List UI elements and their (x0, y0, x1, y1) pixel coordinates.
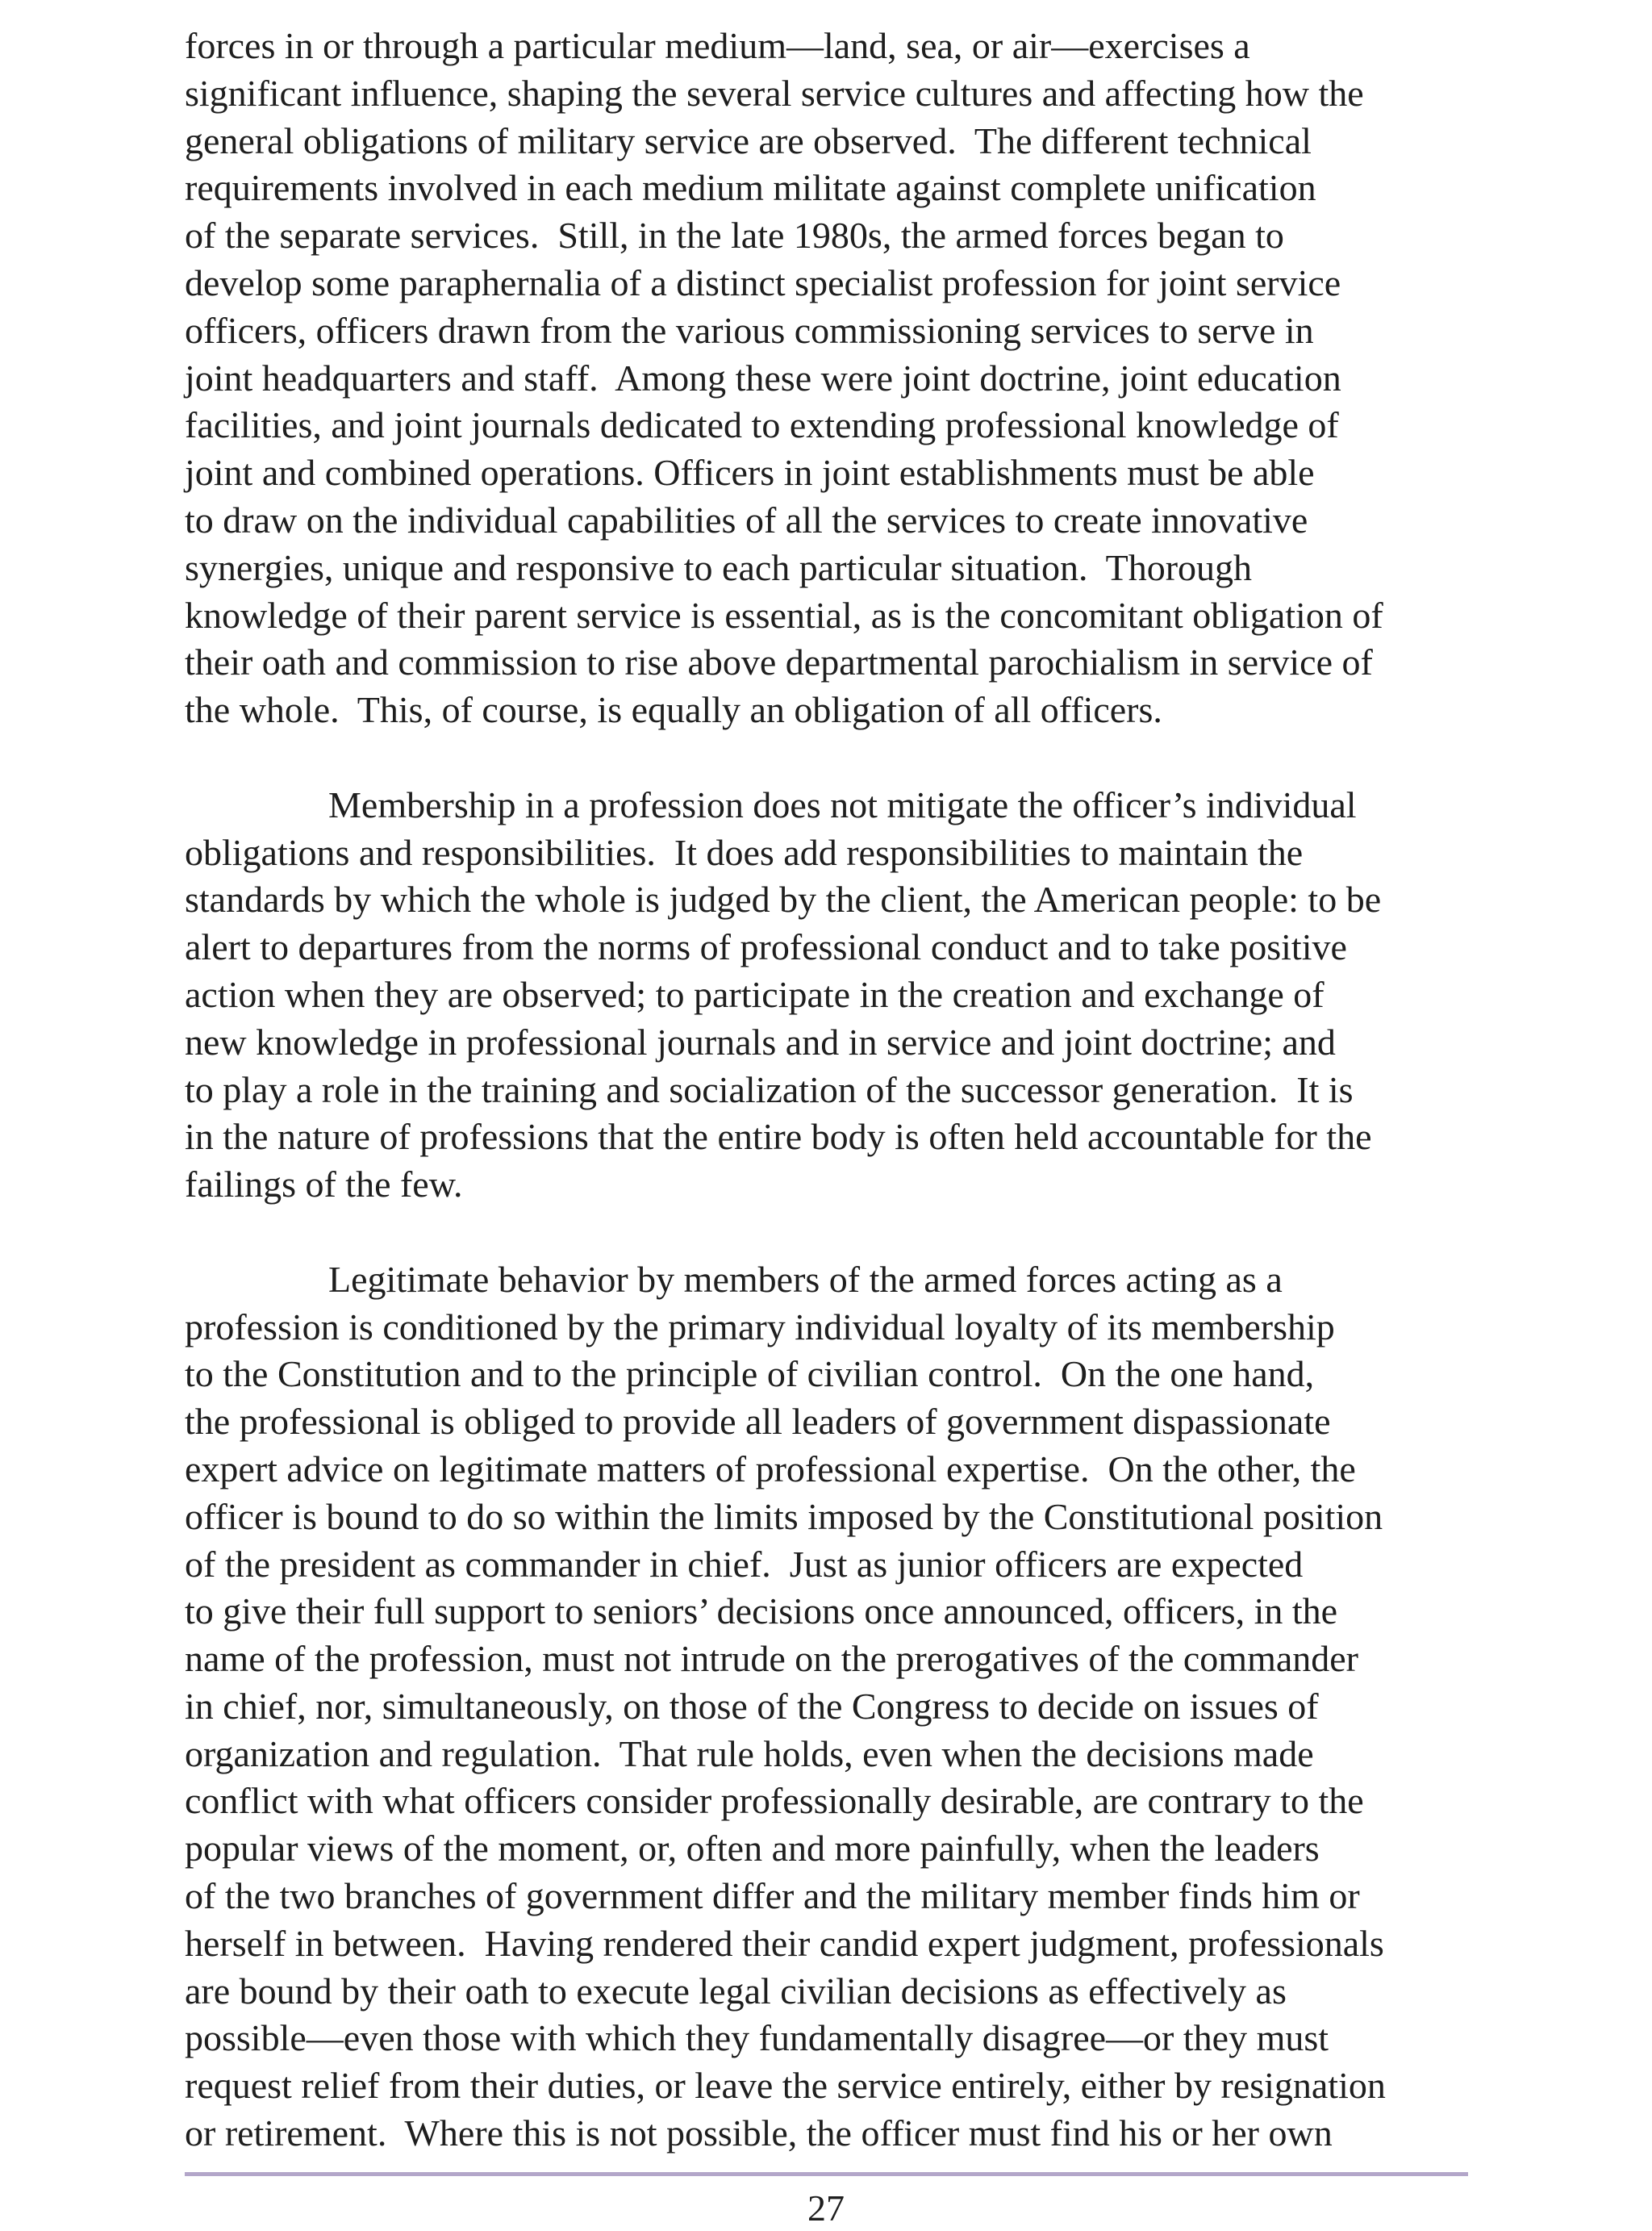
text-line: are bound by their oath to execute legal civilian decisions as effectively as (185, 1970, 1287, 2012)
text-line: request relief from their duties, or leave the service entirely, either by resignation (185, 2065, 1386, 2107)
text-line: Legitimate behavior by members of the armed forces acting as a (328, 1258, 1283, 1300)
paragraph-3 (185, 1256, 1475, 2158)
text-line: significant influence, shaping the several service cultures and affecting how the (185, 72, 1364, 114)
page-body (185, 23, 1475, 2158)
text-line: forces in or through a particular medium—land, sea, or air—exercises a (185, 25, 1250, 66)
text-line: to draw on the individual capabilities of all the services to create innovative (185, 499, 1308, 541)
text-line: knowledge of their parent service is essential, as is the concomitant obligation of (185, 594, 1383, 636)
paragraph-gap (185, 1209, 1475, 1256)
text-line: standards by which the whole is judged by the client, the American people: to be (185, 879, 1382, 921)
text-line: or retirement. Where this is not possible, the officer must find his or her own (185, 2112, 1333, 2154)
text-line: the whole. This, of course, is equally an obligation of all officers. (185, 689, 1162, 731)
text-line: alert to departures from the norms of professional conduct and to take positive (185, 926, 1347, 968)
footer-rule (185, 2172, 1468, 2176)
text-line: to play a role in the training and socialization of the successor generation. It is (185, 1068, 1354, 1110)
text-line: officer is bound to do so within the limits imposed by the Constitutional position (185, 1495, 1383, 1537)
text-line: facilities, and joint journals dedicated to extending professional knowledge of (185, 404, 1339, 446)
text-line: joint and combined operations. Officers in joint establishments must be able (185, 452, 1315, 494)
text-line: profession is conditioned by the primary individual loyalty of its membership (185, 1306, 1335, 1347)
text-line: popular views of the moment, or, often and more painfully, when the leaders (185, 1828, 1320, 1870)
text-line: organization and regulation. That rule holds, even when the decisions made (185, 1732, 1314, 1774)
text-line: herself in between. Having rendered their candid expert judgment, professionals (185, 1922, 1384, 1964)
text-line: develop some paraphernalia of a distinct specialist profession for joint service (185, 261, 1341, 303)
paragraph-gap (185, 734, 1475, 782)
text-line: in the nature of professions that the entire body is often held accountable for the (185, 1116, 1372, 1158)
text-line: joint headquarters and staff. Among these were joint doctrine, joint education (185, 357, 1341, 399)
page-number: 27 (807, 2187, 845, 2229)
text-line: of the president as commander in chief. Just as junior officers are expected (185, 1543, 1304, 1585)
text-line: failings of the few. (185, 1164, 463, 1205)
text-line: their oath and commission to rise above departmental parochialism in service of (185, 641, 1373, 683)
text-line: the professional is obliged to provide all leaders of government dispassionate (185, 1401, 1331, 1443)
text-line: name of the profession, must not intrude on the prerogatives of the commander (185, 1638, 1358, 1680)
text-line: Membership in a profession does not mitigate the officer’s individual (328, 783, 1357, 825)
text-line: action when they are observed; to participate in the creation and exchange of (185, 973, 1325, 1015)
text-line: requirements involved in each medium militate against complete unification (185, 167, 1316, 209)
text-line: obligations and responsibilities. It does add responsibilities to maintain the (185, 831, 1304, 873)
text-line: to give their full support to seniors’ decisions once announced, officers, in the (185, 1590, 1338, 1632)
text-line: to the Constitution and to the principle of civilian control. On the one hand, (185, 1353, 1315, 1395)
paragraph-2 (185, 782, 1475, 1209)
paragraph-1 (185, 23, 1475, 734)
text-line: in chief, nor, simultaneously, on those of the Congress to decide on issues of (185, 1685, 1319, 1727)
text-line: expert advice on legitimate matters of professional expertise. On the other, the (185, 1448, 1356, 1489)
text-line: new knowledge in professional journals and in service and joint doctrine; and (185, 1021, 1336, 1063)
text-line: officers, officers drawn from the various commissioning services to serve in (185, 309, 1314, 351)
text-line: of the separate services. Still, in the late 1980s, the armed forces began to (185, 215, 1284, 257)
text-line: possible—even those with which they fundamentally disagree—or they must (185, 2017, 1329, 2059)
text-line: conflict with what officers consider professionally desirable, are contrary to the (185, 1780, 1364, 1822)
text-line: of the two branches of government differ and the military member finds him or (185, 1875, 1360, 1917)
text-line: general obligations of military service are observed. The different technical (185, 119, 1312, 161)
text-line: synergies, unique and responsive to each particular situation. Thorough (185, 546, 1253, 588)
